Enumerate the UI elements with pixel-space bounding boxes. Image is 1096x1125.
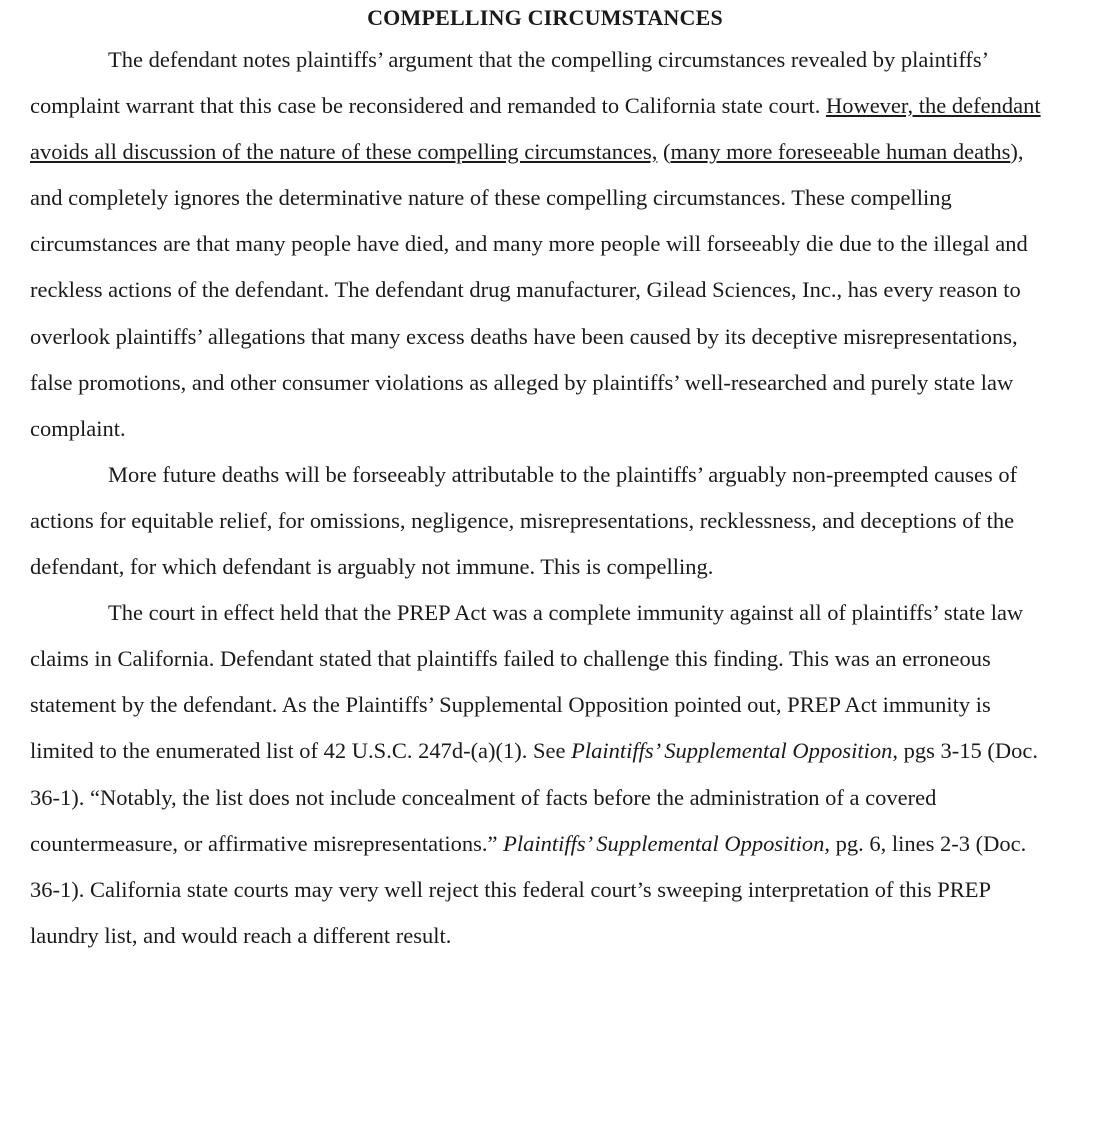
paragraph-2 xyxy=(30,452,1060,590)
paragraph-1-text-b: ( xyxy=(657,139,671,165)
paragraph-2-text: More future deaths will be forseeably attributable to the plaintiffs’ arguably non-preempted causes of actions for equitable relief, for omissions, negligence, misrepresentations, recklessness, and deceptions of the defendant, for which defendant is arguably not immune. This is compelling. xyxy=(30,461,1018,580)
document-page xyxy=(30,0,1060,959)
paragraph-3-citation-1: Plaintiffs’ Supplemental Opposition xyxy=(571,738,893,764)
paragraph-1-underlined-deaths: many more foreseeable human deaths xyxy=(670,139,1011,165)
paragraph-1-text-c: ), and completely ignores the determinative nature of these compelling circumstances. These compelling circumstances are that many people have died, and many more people will forseeably die due to the illegal and reckless actions of the defendant. The defendant drug manufacturer, Gilead Sciences, Inc., has every reason to overlook plaintiffs’ allegations that many excess deaths have been caused by its deceptive misrepresentations, false promotions, and other consumer violations as alleged by plaintiffs’ well-researched and purely state law complaint. xyxy=(30,139,1028,441)
paragraph-1 xyxy=(30,37,1060,452)
paragraph-1-text-a: The defendant notes plaintiffs’ argument that the compelling circumstances revealed by plaintiffs’ complaint warrant that this case be reconsidered and remanded to California state court. xyxy=(30,47,988,119)
section-heading: COMPELLING CIRCUMSTANCES xyxy=(367,5,723,30)
paragraph-3 xyxy=(30,590,1060,959)
paragraph-1-underlined-claim: However, the defendant avoids all discussion of the nature of these compelling circumstances, xyxy=(30,93,1041,165)
paragraph-3-citation-2: Plaintiffs’ Supplemental Opposition xyxy=(503,830,825,856)
paragraph-3-text-a: The court in effect held that the PREP Act was a complete immunity against all of plaintiffs’ state law claims in California. Defendant stated that plaintiffs failed to challenge this finding. This was an erroneous statement by the defendant. As the Plaintiffs’ Supplemental Opposition pointed out, PREP Act immunity is limited to the enumerated list of 42 U.S.C. 247d-(a)(1). See xyxy=(30,600,1024,764)
paragraph-3-text-b: , pgs 3-15 (Doc. 36-1). “Notably, the list does not include concealment of facts before the administration of a covered countermeasure, or affirmative misrepresentations.” xyxy=(30,738,1038,856)
paragraph-3-text-c: , pg. 6, lines 2-3 (Doc. 36-1). California state courts may very well reject this federal court’s sweeping interpretation of this PREP laundry list, and would reach a different result. xyxy=(30,830,1027,948)
